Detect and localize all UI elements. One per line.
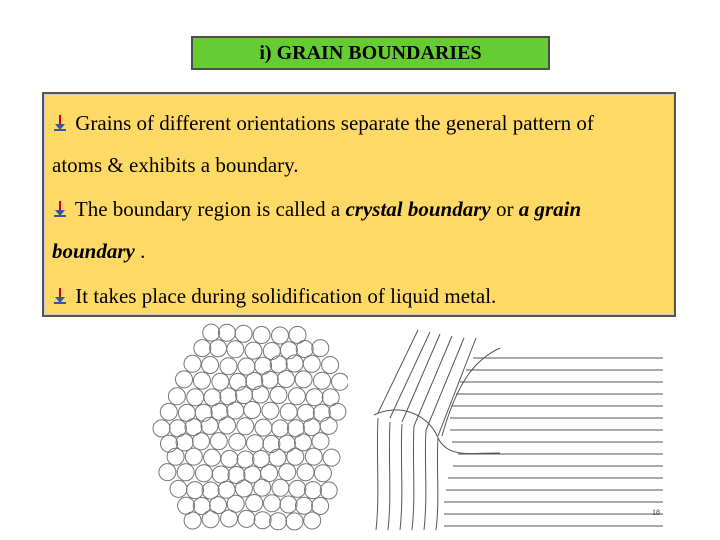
term-crystal-boundary: crystal boundary	[345, 197, 491, 221]
atom-circle	[304, 512, 321, 529]
atom-circle	[306, 389, 323, 406]
slide-title: i) GRAIN BOUNDARIES	[259, 41, 482, 64]
atom-circle	[246, 373, 263, 390]
bullet-2-line-1: The boundary region is called a crystal boundary or a grain	[52, 196, 581, 222]
atom-circle	[254, 479, 271, 496]
atom-circle	[195, 465, 212, 482]
atom-circle	[254, 512, 271, 529]
atom-circle	[177, 464, 194, 481]
atom-circle	[272, 327, 289, 344]
atom-circle	[203, 324, 220, 341]
atom-circle	[168, 388, 185, 405]
atom-circle	[228, 467, 245, 484]
term-a-grain: a grain	[518, 197, 582, 221]
atom-circle	[184, 355, 201, 372]
atom-circle	[235, 325, 252, 342]
atom-circle	[219, 417, 236, 434]
atom-circle	[288, 388, 305, 405]
atom-circle	[194, 340, 211, 357]
atoms-grain-diagram	[148, 318, 348, 538]
atom-circle	[286, 513, 303, 530]
atom-circle	[252, 386, 269, 403]
atom-circle	[167, 448, 184, 465]
atom-circle	[230, 373, 247, 390]
atom-circle	[313, 404, 330, 421]
page-number: 18	[652, 508, 660, 517]
atom-circle	[193, 372, 210, 389]
atom-circle	[193, 498, 210, 515]
atom-circle	[153, 420, 170, 437]
atom-circle	[286, 355, 303, 372]
atom-circle	[253, 327, 270, 344]
atom-circle	[221, 510, 238, 527]
atom-circle	[227, 341, 244, 358]
atom-circle	[160, 403, 177, 420]
atom-circle	[227, 402, 244, 419]
atom-circle	[246, 495, 263, 512]
atom-circle	[159, 464, 176, 481]
atom-circle	[263, 343, 280, 360]
atom-circle	[297, 464, 314, 481]
bullet-2-line-2: boundary .	[52, 239, 146, 263]
atom-circle	[280, 403, 297, 420]
atom-circle	[303, 355, 320, 372]
arrow-bullet-icon	[52, 112, 68, 130]
atom-circle	[187, 482, 204, 499]
atom-circle	[272, 479, 289, 496]
atom-circle	[170, 480, 187, 497]
atom-circle	[278, 371, 295, 388]
atom-circle	[193, 433, 210, 450]
atom-circle	[264, 495, 281, 512]
atom-circle	[210, 433, 227, 450]
atom-circle	[320, 417, 337, 434]
atom-circle	[280, 496, 297, 513]
atom-circle	[247, 435, 264, 452]
bullet-3-line-1: It takes place during solidification of liquid metal.	[52, 283, 496, 309]
arrow-bullet-icon	[52, 198, 68, 216]
atom-circle	[229, 433, 246, 450]
atom-circle	[289, 480, 306, 497]
atom-circle	[201, 417, 218, 434]
atom-circle	[320, 482, 337, 499]
atom-circle	[270, 387, 287, 404]
atom-circle	[187, 389, 204, 406]
atom-circle	[295, 371, 312, 388]
atom-circle	[220, 358, 237, 375]
atom-circle	[269, 449, 286, 466]
arrow-bullet-icon	[52, 285, 68, 303]
grain-boundary-sketch-diagram	[368, 318, 668, 533]
atom-circle	[255, 419, 272, 436]
atom-circle	[287, 448, 304, 465]
bullet-1-line-2: atoms & exhibits a boundary.	[52, 153, 299, 177]
atom-circle	[323, 449, 340, 466]
atom-circle	[235, 480, 252, 497]
atom-circle	[314, 372, 331, 389]
atom-circle	[263, 436, 280, 453]
atom-circle	[270, 513, 287, 530]
atom-circle	[202, 511, 219, 528]
atom-circle	[218, 324, 235, 341]
atom-circle	[202, 357, 219, 374]
atom-circle	[185, 448, 202, 465]
atom-circle	[237, 418, 254, 435]
atom-circle	[245, 342, 262, 359]
atom-circle	[212, 466, 229, 483]
atom-circle	[204, 449, 221, 466]
bullet-1-line-1: Grains of different orientations separate the general pattern of	[52, 110, 594, 136]
slide-title-box	[191, 36, 550, 70]
atom-circle	[261, 371, 278, 388]
atom-circle	[238, 510, 255, 527]
atom-circle	[332, 373, 349, 390]
atom-circle	[244, 402, 261, 419]
atom-circle	[221, 450, 238, 467]
atom-circle	[176, 371, 193, 388]
atom-circle	[195, 404, 212, 421]
atom-circle	[184, 512, 201, 529]
atom-circle	[296, 497, 313, 514]
atom-circle	[272, 420, 289, 437]
atom-circle	[305, 482, 322, 499]
atom-circle	[280, 342, 297, 359]
atom-circle	[314, 465, 331, 482]
atom-circle	[312, 433, 329, 450]
atom-circle	[322, 357, 339, 374]
atom-circle	[279, 464, 296, 481]
atom-circle	[161, 435, 178, 452]
atom-circle	[312, 340, 329, 357]
content-box	[42, 92, 676, 317]
atom-circle	[305, 448, 322, 465]
term-boundary: boundary	[52, 239, 135, 263]
atom-circle	[236, 387, 253, 404]
atom-circle	[262, 402, 279, 419]
atom-circle	[210, 340, 227, 357]
